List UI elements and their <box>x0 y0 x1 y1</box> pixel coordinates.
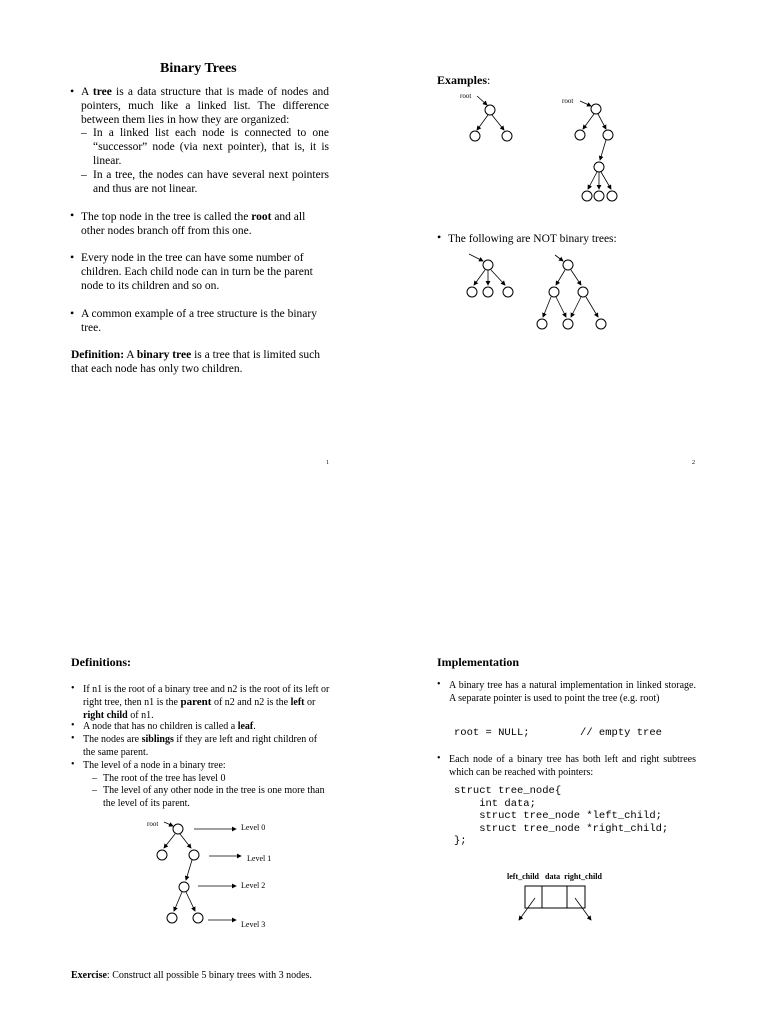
slide1-bullet4: A common example of a tree structure is the binary tree. <box>81 308 317 334</box>
slide3-def4: The level of a node in a binary tree: <box>83 760 226 771</box>
bullet: • <box>70 306 75 320</box>
page-number: 2 <box>692 460 695 466</box>
example-trees-diagram <box>430 85 650 215</box>
slide3-def1: If n1 is the root of a binary tree and n2 is the root of its left or right tree, then n1 is the parent of n2 and n2 is the left or right child of n1. <box>83 684 330 721</box>
slide4-title: Implementation <box>437 655 519 669</box>
slide1-sub2: In a tree, the nodes can have several next pointers and thus are not linear. <box>93 169 329 195</box>
tree-node <box>485 105 495 115</box>
tree-node <box>157 850 167 860</box>
dash: – <box>81 127 87 139</box>
slide1-title: Binary Trees <box>160 61 237 76</box>
tree-node <box>607 191 617 201</box>
bullet: • <box>71 733 75 744</box>
tree-node <box>467 287 477 297</box>
slide1-bullet2: The top node in the tree is called the root and all other nodes branch off from this one. <box>81 211 306 237</box>
tree-node <box>167 913 177 923</box>
code-root-null: root = NULL; // empty tree <box>454 727 662 739</box>
slide3-sub1: The root of the tree has level 0 <box>103 773 226 784</box>
tree-node <box>189 850 199 860</box>
level-label: Level 1 <box>247 854 272 863</box>
slide3-sub2: The level of any other node in the tree is one more than the level of its parent. <box>103 785 325 809</box>
level-label: Level 0 <box>241 823 266 832</box>
page-number: 1 <box>326 460 329 466</box>
tree-node <box>582 191 592 201</box>
dash: – <box>92 785 97 796</box>
slide4-bullet2: Each node of a binary tree has both left and right subtrees which can be reached with pointers: <box>449 754 696 778</box>
root-label: root <box>460 92 472 100</box>
not-binary-trees-diagram <box>455 250 625 335</box>
tree-node <box>603 130 613 140</box>
bullet: • <box>437 230 442 244</box>
tree-node <box>578 287 588 297</box>
not-binary-text: The following are NOT binary trees: <box>448 233 617 245</box>
bullet: • <box>70 84 75 98</box>
bullet: • <box>71 759 75 770</box>
tree-node <box>503 287 513 297</box>
tree-node <box>563 260 573 270</box>
slide1-bullet1: A tree is a data structure that is made of nodes and pointers, much like a linked list. The difference between them lies in how they are organized: <box>81 86 329 126</box>
dash: – <box>92 773 97 784</box>
bullet: • <box>70 250 75 264</box>
slide1-definition: Definition: A binary tree is a tree that is limited such that each node has only two children. <box>71 349 320 375</box>
tree-node <box>596 319 606 329</box>
tree-node <box>193 913 203 923</box>
examples-label: Examples: <box>437 73 491 87</box>
tree-node <box>483 260 493 270</box>
tree-node <box>594 191 604 201</box>
level-label: Level 2 <box>241 881 266 890</box>
tree-node <box>575 130 585 140</box>
level-label: Level 3 <box>241 920 266 929</box>
slide4-bullet1: A binary tree has a natural implementation in linked storage. A separate pointer is used to point the tree (e.g. root) <box>449 680 696 704</box>
tree-node <box>591 104 601 114</box>
levels-diagram <box>140 810 290 935</box>
tree-node <box>483 287 493 297</box>
node-field-labels: left_child data right_child <box>507 872 602 881</box>
bullet: • <box>70 208 75 222</box>
slide3-exercise: Exercise: Construct all possible 5 binary trees with 3 nodes. <box>71 970 312 981</box>
tree-node <box>502 131 512 141</box>
root-label: root <box>147 820 159 828</box>
bullet: • <box>437 679 441 690</box>
tree-node <box>549 287 559 297</box>
node-box <box>525 886 585 908</box>
tree-node <box>594 162 604 172</box>
bullet: • <box>71 683 75 694</box>
tree-node <box>563 319 573 329</box>
bullet: • <box>71 720 75 731</box>
slide1-sub1: In a linked list each node is connected to one “successor” node (via next pointer), that is, it is linear. <box>93 127 329 167</box>
dash: – <box>81 169 87 181</box>
slide3-def2: A node that has no children is called a leaf. <box>83 721 256 732</box>
tree-node <box>470 131 480 141</box>
tree-node <box>179 882 189 892</box>
slide1-bullet3: Every node in the tree can have some number of children. Each child node can in turn be the parent node to its children and so on. <box>81 252 313 292</box>
tree-node <box>537 319 547 329</box>
bullet: • <box>437 753 441 764</box>
slide3-def3: The nodes are siblings if they are left and right children of the same parent. <box>83 734 318 758</box>
slide3-title: Definitions: <box>71 655 131 669</box>
node-struct-diagram <box>505 882 615 932</box>
tree-node <box>173 824 183 834</box>
code-struct: struct tree_node{ int data; struct tree_node *left_child; struct tree_node *right_child; }; <box>454 785 669 847</box>
root-label: root <box>562 97 574 105</box>
